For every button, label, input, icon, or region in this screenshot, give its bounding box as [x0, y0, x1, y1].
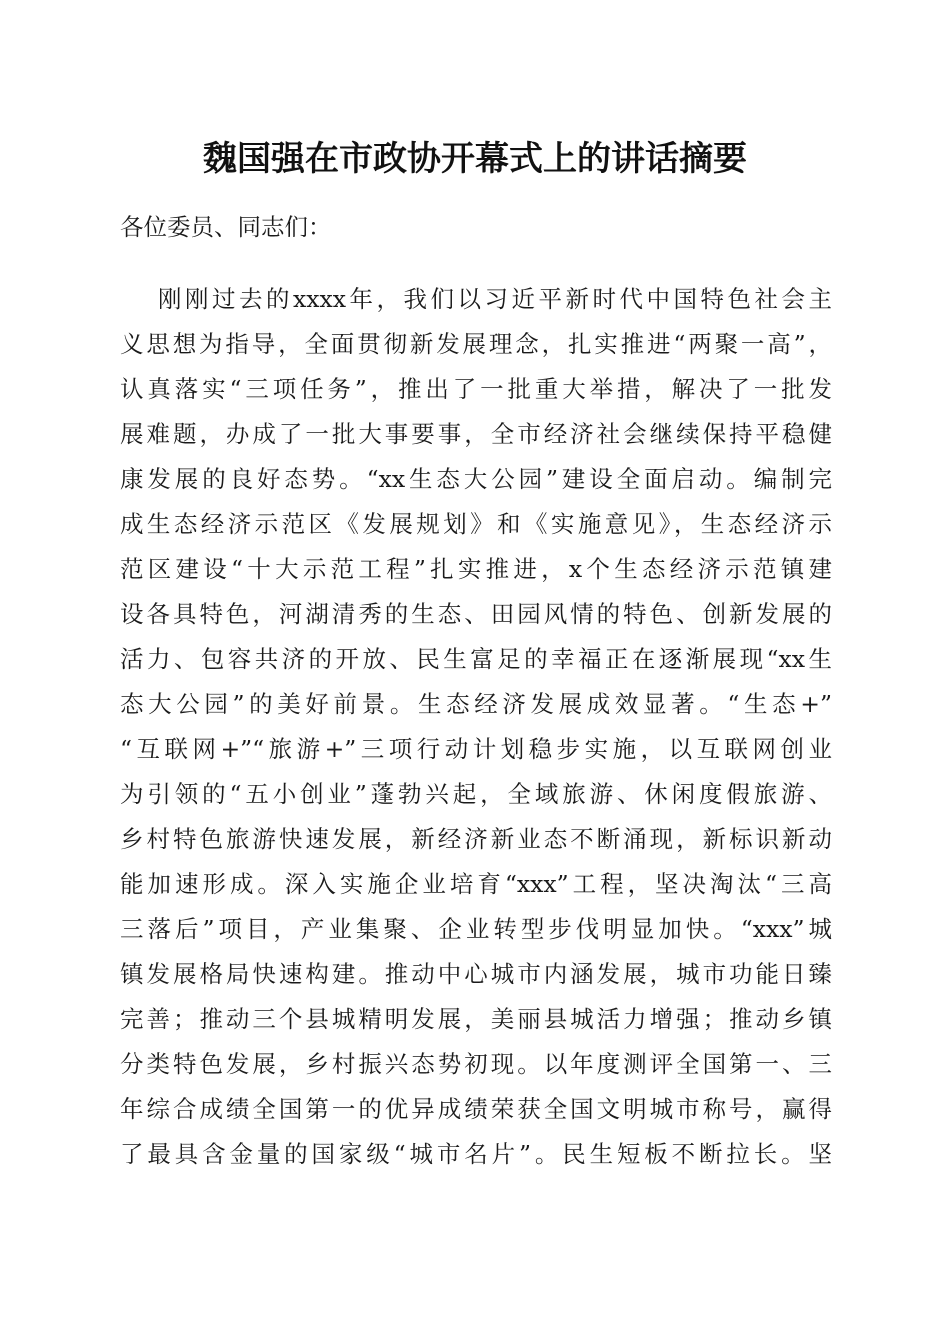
- paragraph-line: 展难题，办成了一批大事要事，全市经济社会继续保持平稳健: [120, 420, 832, 448]
- paragraph-line: 范区建设“十大示范工程”扎实推进，x个生态经济示范镇建: [120, 555, 832, 583]
- paragraph-line: 刚刚过去的xxxx年，我们以习近平新时代中国特色社会主: [158, 285, 832, 313]
- salutation: 各位委员、同志们：: [120, 213, 332, 241]
- paragraph-line: 态大公园”的美好前景。生态经济发展成效显著。“生态+”: [120, 690, 832, 718]
- paragraph-line: 乡村特色旅游快速发展，新经济新业态不断涌现，新标识新动: [120, 825, 832, 853]
- paragraph-line: 为引领的“五小创业”蓬勃兴起，全域旅游、休闲度假旅游、: [120, 780, 832, 808]
- paragraph-line: 活力、包容共济的开放、民生富足的幸福正在逐渐展现“xx生: [120, 645, 832, 673]
- paragraph-line: 认真落实“三项任务”，推出了一批重大举措，解决了一批发: [120, 375, 832, 403]
- paragraph-line: 分类特色发展，乡村振兴态势初现。以年度测评全国第一、三: [120, 1050, 832, 1078]
- paragraph-line: 能加速形成。深入实施企业培育“xxx”工程，坚决淘汰“三高: [120, 870, 832, 898]
- paragraph-line: 设各具特色，河湖清秀的生态、田园风情的特色、创新发展的: [120, 600, 832, 628]
- paragraph-line: 成生态经济示范区《发展规划》和《实施意见》，生态经济示: [120, 510, 832, 538]
- paragraph-line: 年综合成绩全国第一的优异成绩荣获全国文明城市称号，赢得: [120, 1095, 832, 1123]
- paragraph-line: 三落后”项目，产业集聚、企业转型步伐明显加快。“xxx”城: [120, 915, 832, 943]
- paragraph-line: 康发展的良好态势。“xx生态大公园”建设全面启动。编制完: [120, 465, 832, 493]
- paragraph-line: 完善；推动三个县城精明发展，美丽县城活力增强；推动乡镇: [120, 1005, 832, 1033]
- paragraph-line: 镇发展格局快速构建。推动中心城市内涵发展，城市功能日臻: [120, 960, 832, 988]
- paragraph-line: 义思想为指导，全面贯彻新发展理念，扎实推进“两聚一高”，: [120, 330, 832, 358]
- document-title: 魏国强在市政协开幕式上的讲话摘要: [203, 139, 747, 179]
- paragraph-line: 了最具含金量的国家级“城市名片”。民生短板不断拉长。坚: [120, 1140, 832, 1168]
- paragraph-line: “互联网+”“旅游+”三项行动计划稳步实施，以互联网创业: [120, 735, 832, 763]
